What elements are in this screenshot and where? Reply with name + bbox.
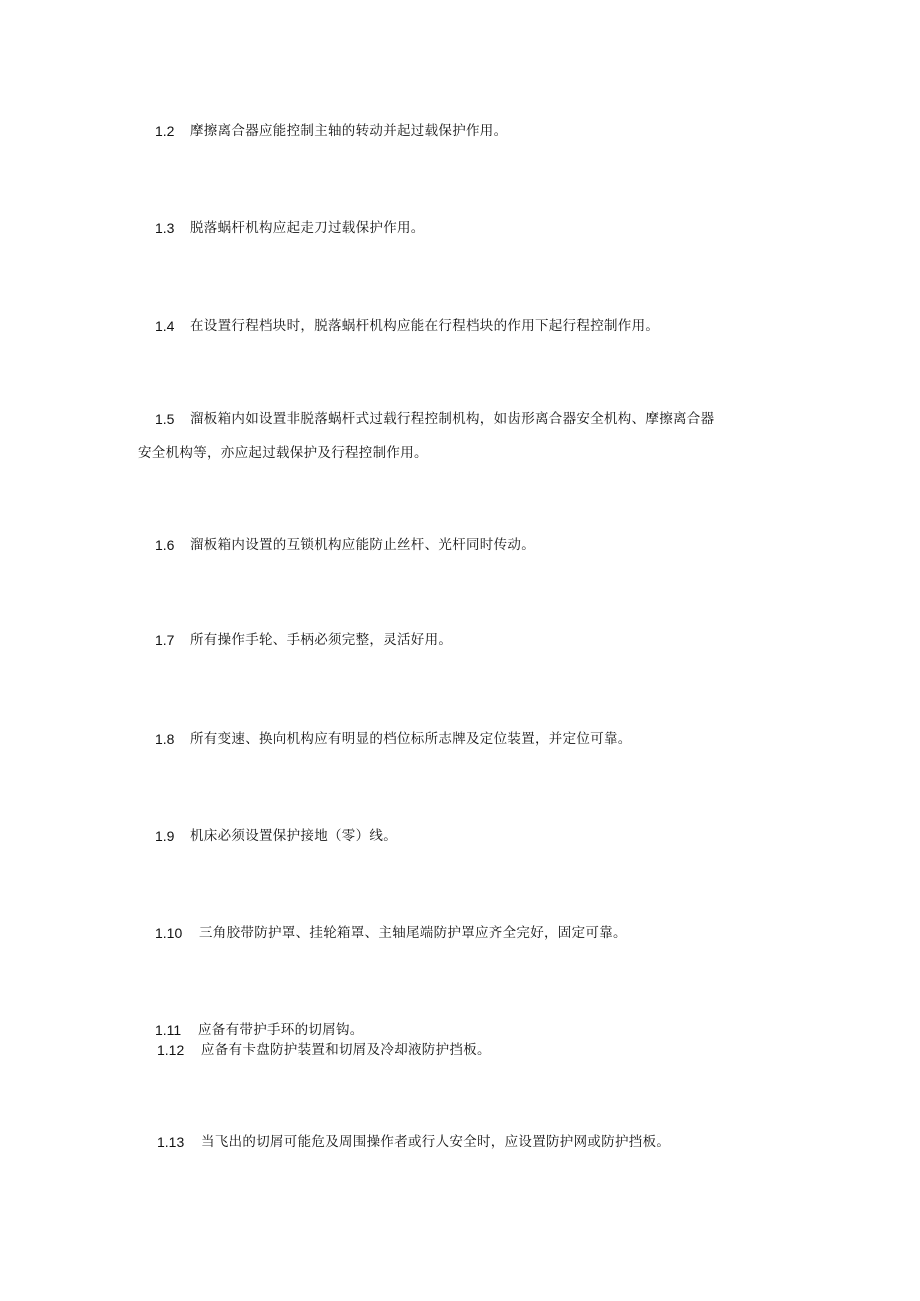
clause-number: 1.2 [155, 123, 175, 139]
clause-text: 应备有卡盘防护装置和切屑及冷却液防护挡板。 [201, 1042, 491, 1058]
clause-number: 1.5 [155, 411, 175, 427]
clause-number: 1.3 [155, 220, 175, 236]
clause-1-5-continuation: 安全机构等，亦应起过载保护及行程控制作用。 [138, 445, 428, 461]
clause-text: 当飞出的切屑可能危及周围操作者或行人安全时，应设置防护网或防护挡板。 [201, 1134, 671, 1150]
clause-text: 所有操作手轮、手柄必须完整，灵活好用。 [190, 632, 453, 648]
clause-number: 1.11 [155, 1022, 182, 1038]
clause-number: 1.8 [155, 731, 175, 747]
clause-text: 应备有带护手环的切屑钩。 [198, 1022, 364, 1038]
clause-number: 1.13 [157, 1134, 185, 1150]
clause-text: 机床必须设置保护接地（零）线。 [190, 828, 397, 844]
clause-text: 所有变速、换向机构应有明显的档位标所志牌及定位装置，并定位可靠。 [190, 731, 632, 747]
clause-number: 1.12 [157, 1042, 185, 1058]
clause-number: 1.9 [155, 828, 175, 844]
clause-text: 脱落蜗杆机构应起走刀过载保护作用。 [190, 220, 425, 236]
clause-text: 摩擦离合器应能控制主轴的转动并起过载保护作用。 [190, 123, 508, 139]
clause-number: 1.7 [155, 632, 175, 648]
clause-text: 三角胶带防护罩、挂轮箱罩、主轴尾端防护罩应齐全完好，固定可靠。 [199, 925, 627, 941]
clause-text: 溜板箱内设置的互锁机构应能防止丝杆、光杆同时传动。 [190, 537, 535, 553]
clause-text: 在设置行程档块时，脱落蜗杆机构应能在行程档块的作用下起行程控制作用。 [190, 318, 660, 334]
clause-text: 溜板箱内如设置非脱落蜗杆式过载行程控制机构，如齿形离合器安全机构、摩擦离合器 [190, 411, 715, 427]
clause-number: 1.10 [155, 925, 183, 941]
clause-number: 1.4 [155, 318, 175, 334]
clause-number: 1.6 [155, 537, 175, 553]
